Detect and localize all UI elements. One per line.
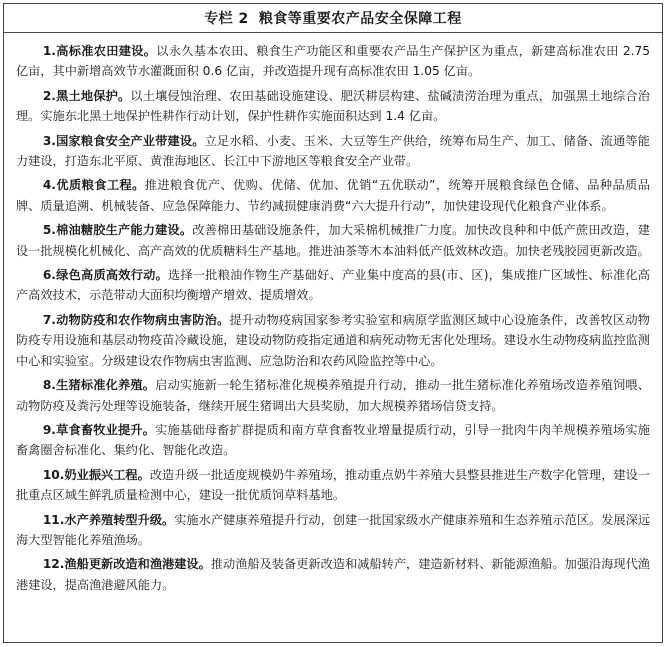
item-title: 4.优质粮食工程。 [42, 178, 145, 193]
item-11 [16, 510, 650, 551]
feature-box [3, 3, 663, 643]
item-text: 实施基础母畜扩群提质和南方草食畜牧业增量提质行动，引导一批肉牛肉羊规模养殖场实施畜禽圈舍标准化、集约化、智能化改造。 [16, 422, 650, 458]
item-10 [16, 465, 650, 506]
item-9 [16, 420, 650, 461]
item-text: 立足水稻、小麦、玉米、大豆等生产供给，统筹布局生产、加工、储备、流通等能力建设，打造东北平原、黄淮海地区、长江中下游地区等粮食安全产业带。 [16, 133, 650, 169]
item-title: 5.棉油糖胶生产能力建设。 [42, 223, 193, 238]
item-text: 提升动物疫病国家参考实验室和病原学监测区域中心设施条件，改善牧区动物防疫专用设施和基层动物疫苗冷藏设施，建设动物防疫指定通道和病死动物无害化处理场。建设水生动物疫病监控监测中心和实验室。分级建设农作物病虫害监测、应急防治和农药风险监控等中心。 [16, 312, 650, 368]
item-title: 2.黑土地保护。 [42, 88, 131, 103]
item-text: 实施水产健康养殖提升行动，创建一批国家级水产健康养殖和生态养殖示范区。发展深远海大型智能化养殖渔场。 [16, 512, 651, 547]
box-title: 粮食等重要农产品安全保障工程 [258, 11, 462, 27]
item-5 [16, 220, 650, 261]
item-6 [16, 265, 650, 306]
item-title: 9.草食畜牧业提升。 [42, 422, 156, 437]
item-title: 6.绿色高质高效行动。 [42, 268, 169, 283]
item-title: 1.高标准农田建设。 [42, 44, 157, 58]
item-text: 以土壤侵蚀治理、农田基础设施建设、肥沃耕层构建、盐碱渍涝治理为重点，加强黑土地综合治理。实施东北黑土地保护性耕作行动计划，保护性耕作实施面积达到 1.4 亿亩。 [16, 88, 650, 124]
item-7 [16, 310, 650, 371]
item-8 [16, 375, 650, 416]
column-label: 专栏 2 [204, 11, 249, 27]
item-text: 选择一批粮油作物生产基础好、产业集中度高的县(市、区)，集成推广区域性、标准化高产高效技术，示范带动大面积均衡增产增效、提质增效。 [16, 268, 650, 303]
item-text: 启动实施新一轮生猪标准化规模养殖提升行动，推动一批生猪标准化养殖场改造养殖饲喂、动物防疫及粪污处理等设施装备，继续开展生猪调出大县奖励，加大规模养猪场信贷支持。 [16, 378, 650, 413]
box-header [4, 4, 662, 33]
item-title: 11.水产养殖转型升级。 [42, 512, 175, 527]
item-list [4, 33, 662, 595]
item-3 [16, 131, 650, 172]
item-title: 3.国家粮食安全产业带建设。 [42, 133, 205, 148]
item-text: 推动渔船及装备更新改造和减船转产，建造新材料、新能源渔船。加强沿海现代渔港建设，提高渔港避风能力。 [16, 557, 650, 592]
item-text: 改善棉田基础设施条件，加大采棉机械推广力度。加快改良种和中低产蔗田改造，建设一批规模化机械化、高产高效的优质糖料生产基地。推进油茶等木本油料低产低效林改造。加快老残胶园更新改造。 [16, 223, 650, 258]
item-2 [16, 86, 650, 127]
item-4 [16, 175, 650, 216]
item-title: 10.奶业振兴工程。 [42, 467, 150, 482]
item-title: 8.生猪标准化养殖。 [42, 378, 156, 393]
item-title: 12.渔船更新改造和渔港建设。 [42, 557, 211, 572]
item-text: 以永久基本农田、粮食生产功能区和重要农产品生产保护区为重点，新建高标准农田 2.75 亿亩，其中新增高效节水灌溉面积 0.6 亿亩，并改造提升现有高标准农田 1.05 亿亩。 [16, 44, 650, 79]
item-1 [16, 41, 650, 82]
item-12 [16, 554, 650, 595]
item-title: 7.动物防疫和农作物病虫害防治。 [42, 312, 230, 327]
item-text: 改造升级一批适度规模奶牛养殖场，推动重点奶牛养殖大县整县推进生产数字化管理，建设一批重点区域生鲜乳质量检测中心，建设一批优质饲草料基地。 [16, 467, 650, 503]
item-text: 推进粮食优产、优购、优储、优加、优销“五优联动”，统筹开展粮食绿色仓储、品种品质品牌、质量追溯、机械装备、应急保障能力、节约减损健康消费“六大提升行动”，加快建设现代化粮食产业体系。 [16, 178, 650, 213]
